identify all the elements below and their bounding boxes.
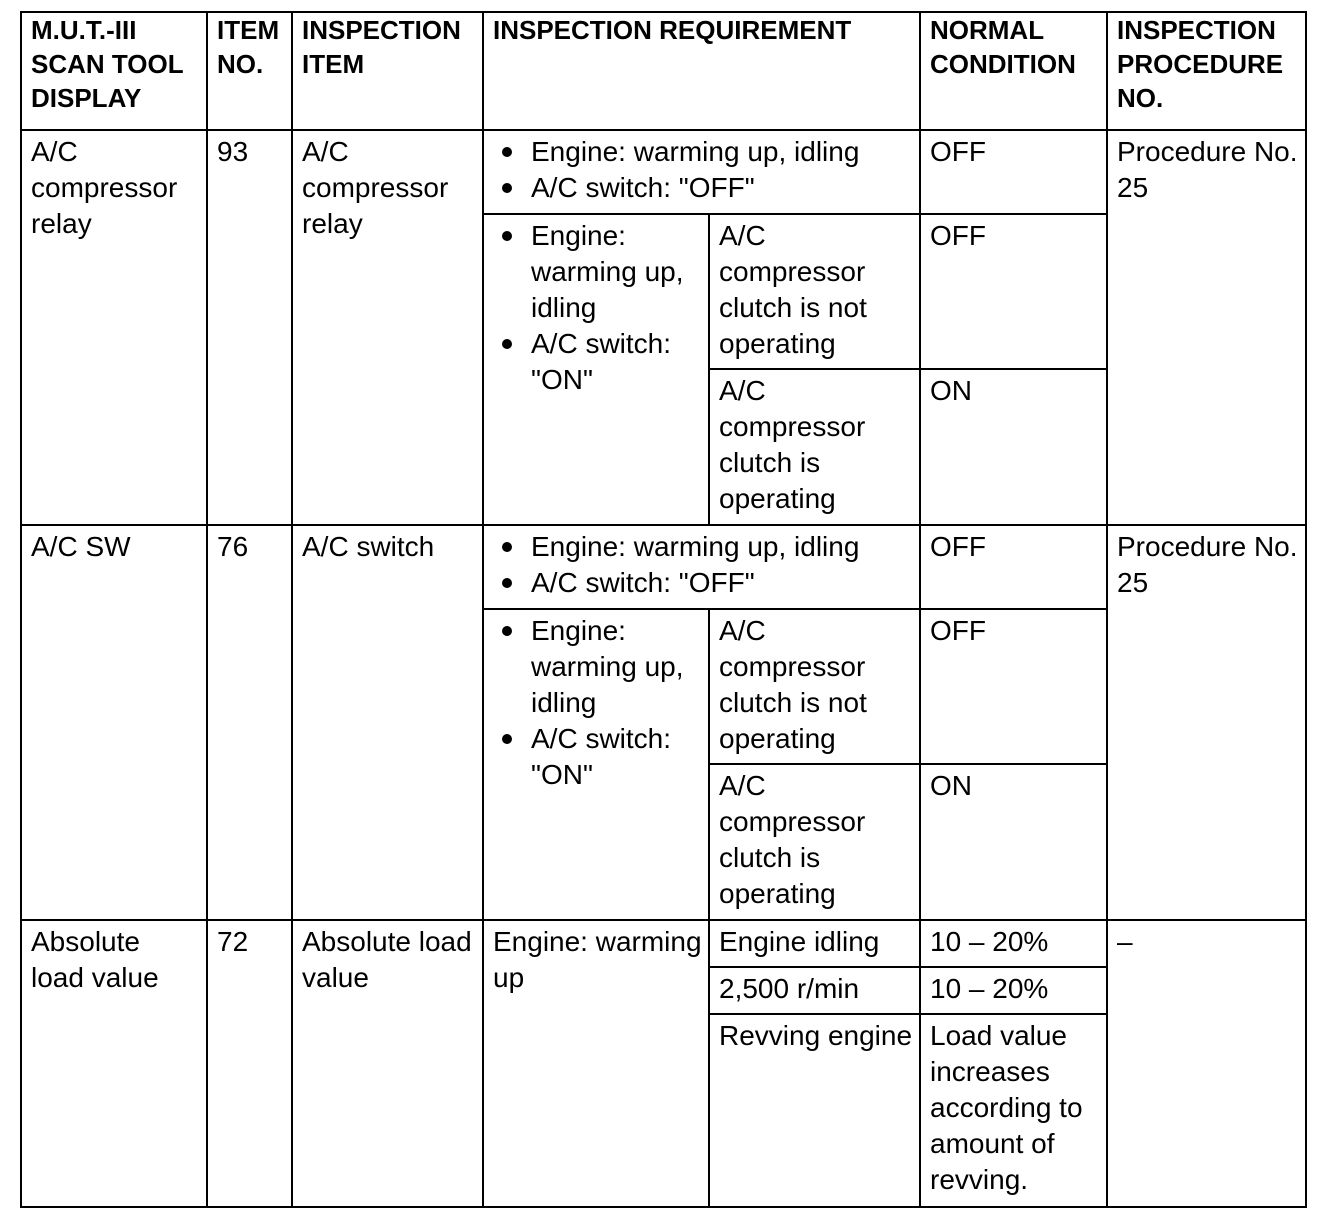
requirement-cell <box>483 525 920 609</box>
header-row <box>21 12 1306 130</box>
sub-condition-cell: A/C compressor clutch is operating <box>709 369 920 525</box>
list-item: A/C switch: "ON" <box>531 326 702 398</box>
normal-condition-cell: ON <box>920 764 1107 920</box>
normal-condition-cell: OFF <box>920 525 1107 609</box>
procedure-cell: Procedure No. 25 <box>1107 130 1306 525</box>
sub-condition-cell: Engine idling <box>709 920 920 967</box>
list-item: Engine: warming up, idling <box>531 218 702 326</box>
header-inspection-item: INSPECTION ITEM <box>292 12 483 130</box>
table-row <box>21 920 1306 967</box>
list-item: Engine: warming up, idling <box>531 529 913 565</box>
requirement-cell: Engine: warming up <box>483 920 709 1207</box>
list-item: A/C switch: "OFF" <box>531 170 913 206</box>
list-item: A/C switch: "ON" <box>531 721 702 793</box>
normal-condition-cell: OFF <box>920 130 1107 214</box>
requirement-list <box>493 529 913 601</box>
sub-condition-cell: A/C compressor clutch is operating <box>709 764 920 920</box>
inspection-item-cell: A/C compressor relay <box>292 130 483 525</box>
sub-condition-cell: Revving engine <box>709 1014 920 1207</box>
display-cell: A/C compressor relay <box>21 130 207 525</box>
header-procedure-no: INSPECTION PROCEDURE NO. <box>1107 12 1306 130</box>
requirement-cell <box>483 609 709 920</box>
item-no-cell: 76 <box>207 525 292 920</box>
inspection-item-cell: Absolute load value <box>292 920 483 1207</box>
display-cell: Absolute load value <box>21 920 207 1207</box>
header-item-no: ITEM NO. <box>207 12 292 130</box>
sub-condition-cell: A/C compressor clutch is not operating <box>709 214 920 369</box>
sub-condition-cell: A/C compressor clutch is not operating <box>709 609 920 764</box>
normal-condition-cell: OFF <box>920 609 1107 764</box>
table-row <box>21 525 1306 609</box>
inspection-table <box>20 11 1307 1208</box>
item-no-cell: 93 <box>207 130 292 525</box>
item-no-cell: 72 <box>207 920 292 1207</box>
normal-condition-cell: OFF <box>920 214 1107 369</box>
display-cell: A/C SW <box>21 525 207 920</box>
requirement-cell <box>483 130 920 214</box>
normal-condition-cell: ON <box>920 369 1107 525</box>
header-normal-condition: NORMAL CONDITION <box>920 12 1107 130</box>
sub-condition-cell: 2,500 r/min <box>709 967 920 1014</box>
header-inspection-requirement: INSPECTION REQUIREMENT <box>483 12 920 130</box>
normal-condition-cell: 10 – 20% <box>920 920 1107 967</box>
list-item: Engine: warming up, idling <box>531 613 702 721</box>
list-item: A/C switch: "OFF" <box>531 565 913 601</box>
table-row <box>21 130 1306 214</box>
list-item: Engine: warming up, idling <box>531 134 913 170</box>
procedure-cell: – <box>1107 920 1306 1207</box>
header-scan-tool-display: M.U.T.-III SCAN TOOL DISPLAY <box>21 12 207 130</box>
normal-condition-cell: Load value increases according to amount of revving. <box>920 1014 1107 1207</box>
requirement-cell <box>483 214 709 525</box>
inspection-item-cell: A/C switch <box>292 525 483 920</box>
requirement-list <box>493 218 702 398</box>
procedure-cell: Procedure No. 25 <box>1107 525 1306 920</box>
normal-condition-cell: 10 – 20% <box>920 967 1107 1014</box>
requirement-list <box>493 613 702 793</box>
requirement-list <box>493 134 913 206</box>
